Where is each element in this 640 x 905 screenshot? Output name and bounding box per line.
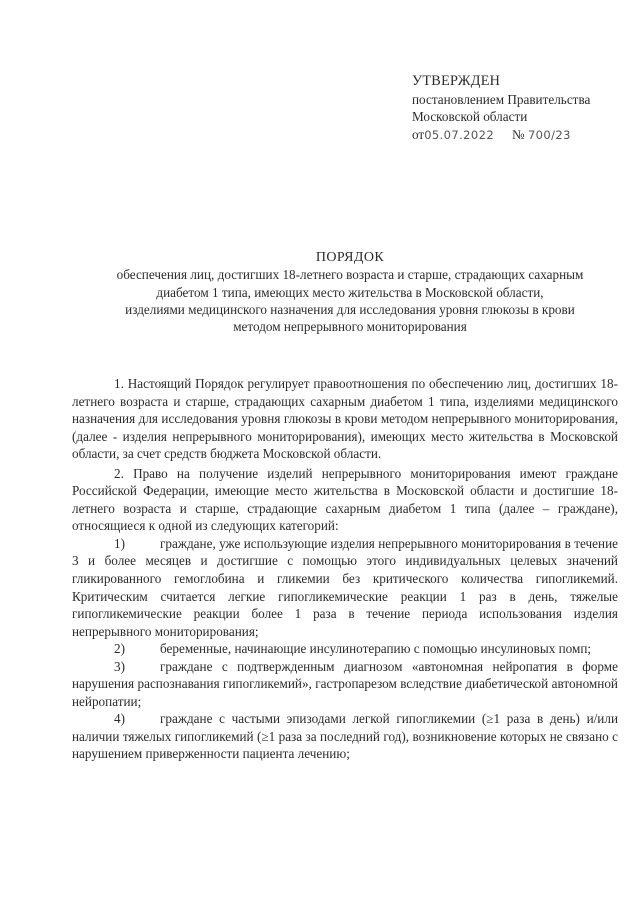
list-item: [72, 658, 618, 711]
approval-line-2: Московской области: [412, 109, 528, 124]
number-sign: №: [512, 126, 525, 142]
list-item-number: 3): [114, 658, 125, 674]
approval-number: 700/23: [527, 127, 571, 142]
paragraph-1: 1. Настоящий Порядок регулирует правоотношения по обеспечению лиц, достигших 18-летнего возраста и старше, страдающих сахарным диабетом 1 типа, изделиями медицинского назначения для исследования уровня глюкозы в крови методом непрерывного мониторирования, (далее - изделия непрерывного мониторирования), имеющих место жительства в Московской области, за счет средств бюджета Московской области.: [72, 376, 618, 462]
document-title: [60, 249, 640, 335]
title-line-1: обеспечения лиц, достигших 18-летнего возраста и старше, страдающих сахарным: [116, 267, 584, 283]
title-heading: ПОРЯДОК: [315, 250, 385, 265]
title-line-2: диабетом 1 типа, имеющих место жительства в Московской области,: [156, 284, 544, 300]
list-item-number: 1): [114, 535, 125, 551]
approval-heading: УТВЕРЖДЕН: [412, 73, 501, 89]
list-item-text: граждане с частыми эпизодами легкой гипогликемии (≥1 раза в день) и/или наличии тяжелых гипогликемий (≥1 раза за последний год), возникновение которых не связано с нарушением приверженности пациента лечению;: [72, 711, 618, 762]
list-item: [72, 640, 618, 658]
approval-line-1: постановлением Правительства: [412, 91, 591, 107]
list-item: [72, 710, 618, 763]
paragraph-2: 2. Право на получение изделий непрерывного мониторирования имеют граждане Российской Федерации, имеющие место жительства в Московской области и достигшие 18-летнего возраста и старше, страдающие сахарным диабетом 1 типа (далее – граждане), относящиеся к одной из следующих категорий:: [72, 465, 618, 534]
list-item-number: 4): [114, 711, 125, 727]
title-line-4: методом непрерывного мониторирования: [233, 319, 467, 335]
date-prefix: от: [412, 126, 425, 142]
list-item-number: 2): [114, 641, 125, 657]
list-item-text: граждане, уже использующие изделия непрерывного мониторирования в течение 3 и более месяцев и достигшие с помощью этого индивидуальных целевых значений гликированного гемоглобина и гликемии без критического количества гипогликемий. Критическим считается легкие гипогликемические реакции 1 раз в день, тяжелые гипогликемические реакции более 1 раза в течение периода использования изделия непрерывного мониторирования;: [72, 535, 618, 639]
approval-date-line: [412, 126, 590, 145]
list-item-text: беременные, начинающие инсулинотерапию с помощью инсулиновых помп;: [160, 641, 592, 657]
document-body: [72, 375, 618, 763]
title-line-3: изделиями медицинского назначения для исследования уровня глюкозы в крови: [125, 301, 575, 317]
list-item-text: граждане с подтвержденным диагнозом «автономная нейропатия в форме нарушения распознавания гипогликемий», гастропарезом вследствие диабетической автономной нейропатии;: [72, 658, 618, 709]
approval-date: 05.07.2022: [424, 127, 495, 142]
list-item: [72, 535, 618, 640]
approval-stamp: [412, 73, 590, 144]
